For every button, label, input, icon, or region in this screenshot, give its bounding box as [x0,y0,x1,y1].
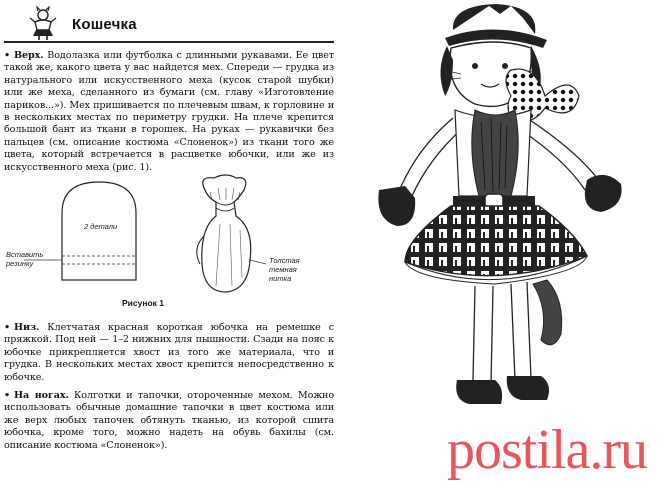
figure-1 [4,168,334,318]
page-header [4,2,334,42]
paragraph-feet-text: Колготки и тапочки, отороченные мехом. Можно использовать обычные домашние тапочки в цвет костюма или же верх любых тапочек обтянуть тканью, из которой сшита юбочка, кроме того, можно надеть на обувь бахилы (см. описание костюма «Слоненок»). [4,390,335,451]
header-rule [4,41,334,43]
paragraph-feet-lead: На ногах. [14,390,69,401]
cat-girl-logo-icon [26,6,60,40]
bullet-icon: • [4,322,11,333]
paragraph-feet [4,390,334,452]
paragraph-top [4,50,334,174]
paragraph-bottom-text: Клетчатая красная короткая юбочка на ремешке с пряжкой. Под ней — 1–2 нижних для пышности. Сзади на пояс к юбочке прикрепляется хвост из того же материала, что и грудка. В нескольких местах хвост крепится непосредственно к юбочке. [4,322,334,383]
mitten-pattern-drawing [4,168,334,318]
paragraph-top-text: Водолазка или футболка с длинными рукавами. Ее цвет такой же, какого цвета у вас найдется мех. Спереди — грудка из натурального или искусственного меха (кусок старой шубки) или же меха, сделанного из бумаги (см. главу «Изготовление париков...»). Мех пришивается по плечевым швам, к горловине и в нескольких местах по периметру грудки. На плече крепится большой бант из ткани в горошек. На руках — рукавички без пальцев (см. описание костюма «Слоненок») из ткани того же цвета, который встречается в расцветке юбочки, или же из искусственного меха (рис. 1). [4,50,334,173]
bullet-icon: • [4,50,11,61]
page-title: Кошечка [72,16,137,33]
bullet-icon: • [4,390,11,401]
cat-costume-girl-illustration [335,0,660,478]
figure-caption: Рисунок 1 [122,298,165,308]
label-insert-elastic: Вставить резинку [6,250,44,268]
paragraph-bottom-lead: Низ. [14,322,40,333]
paragraph-bottom [4,322,334,384]
watermark: postila.ru [447,419,647,481]
label-two-parts: 2 детали [84,222,118,231]
label-thick-thread: Толстая темная нитка [269,256,300,283]
paragraph-top-lead: Верх. [14,50,44,61]
